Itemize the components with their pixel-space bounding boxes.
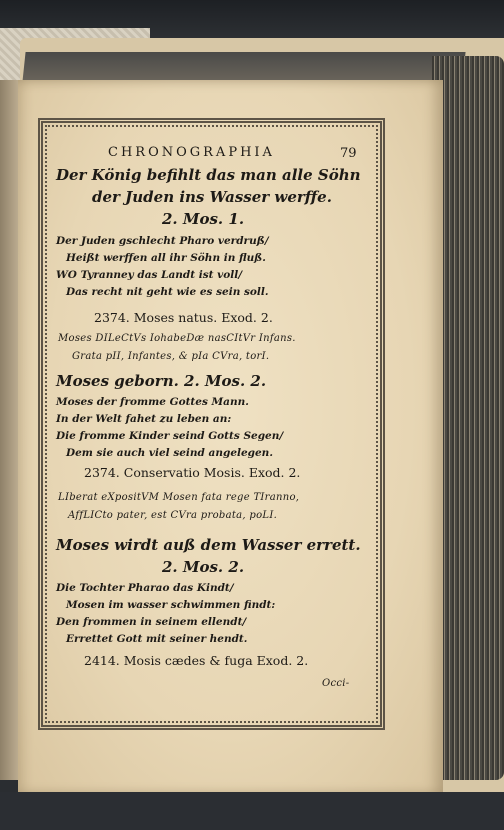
text-line-6: WO Tyranney das Landt ist voll/ (56, 269, 243, 281)
text-line-13: In der Welt fahet zu leben an: (56, 413, 232, 425)
text-line-18: AffLICto pater, est CVra probata, poLI. (68, 510, 278, 521)
catchword: Occi- (322, 678, 350, 689)
text-line-25: 2414. Mosis cædes & fuga Exod. 2. (84, 653, 309, 668)
text-line-22: Mosen im wasser schwimmen findt: (66, 599, 276, 611)
text-line-21: Die Tochter Pharao das Kindt/ (56, 582, 234, 594)
text-line-2: der Juden ins Wasser werffe. (92, 188, 332, 206)
text-line-3: 2. Mos. 1. (162, 210, 245, 228)
text-line-4: Der Juden gschlecht Pharo verdruß/ (56, 235, 269, 247)
text-line-9: Moses DILeCtVs IohabeDæ nasCItVr Infans. (58, 333, 296, 344)
text-line-5: Heißt werffen all ihr Söhn in fluß. (66, 252, 266, 264)
text-line-1: Der König befihlt das man alle Söhn (56, 166, 361, 184)
text-line-14: Die fromme Kinder seind Gotts Segen/ (56, 430, 284, 442)
text-line-12: Moses der fromme Gottes Mann. (56, 396, 249, 408)
background-bottom (0, 792, 504, 830)
book-top-edge (22, 52, 465, 82)
text-line-15: Dem sie auch viel seind angelegen. (66, 447, 273, 459)
folio-number: 79 (340, 146, 357, 161)
text-line-11: Moses geborn. 2. Mos. 2. (56, 372, 267, 390)
text-line-24: Errettet Gott mit seiner hendt. (66, 633, 248, 645)
book-gutter (0, 80, 20, 780)
text-line-20: 2. Mos. 2. (162, 558, 245, 576)
text-line-23: Den frommen in seinem ellendt/ (56, 616, 247, 628)
text-line-17: LIberat eXpositVM Mosen fata rege TIranno, (58, 492, 300, 503)
text-line-10: Grata pII, Infantes, & pIa CVra, torI. (72, 351, 270, 362)
text-line-16: 2374. Conservatio Mosis. Exod. 2. (84, 465, 301, 480)
text-line-8: 2374. Moses natus. Exod. 2. (94, 310, 273, 325)
text-line-7: Das recht nit geht wie es sein soll. (66, 286, 269, 298)
text-line-19: Moses wirdt auß dem Wasser errett. (56, 536, 361, 554)
running-head: CHRONOGRAPHIA (108, 145, 275, 160)
